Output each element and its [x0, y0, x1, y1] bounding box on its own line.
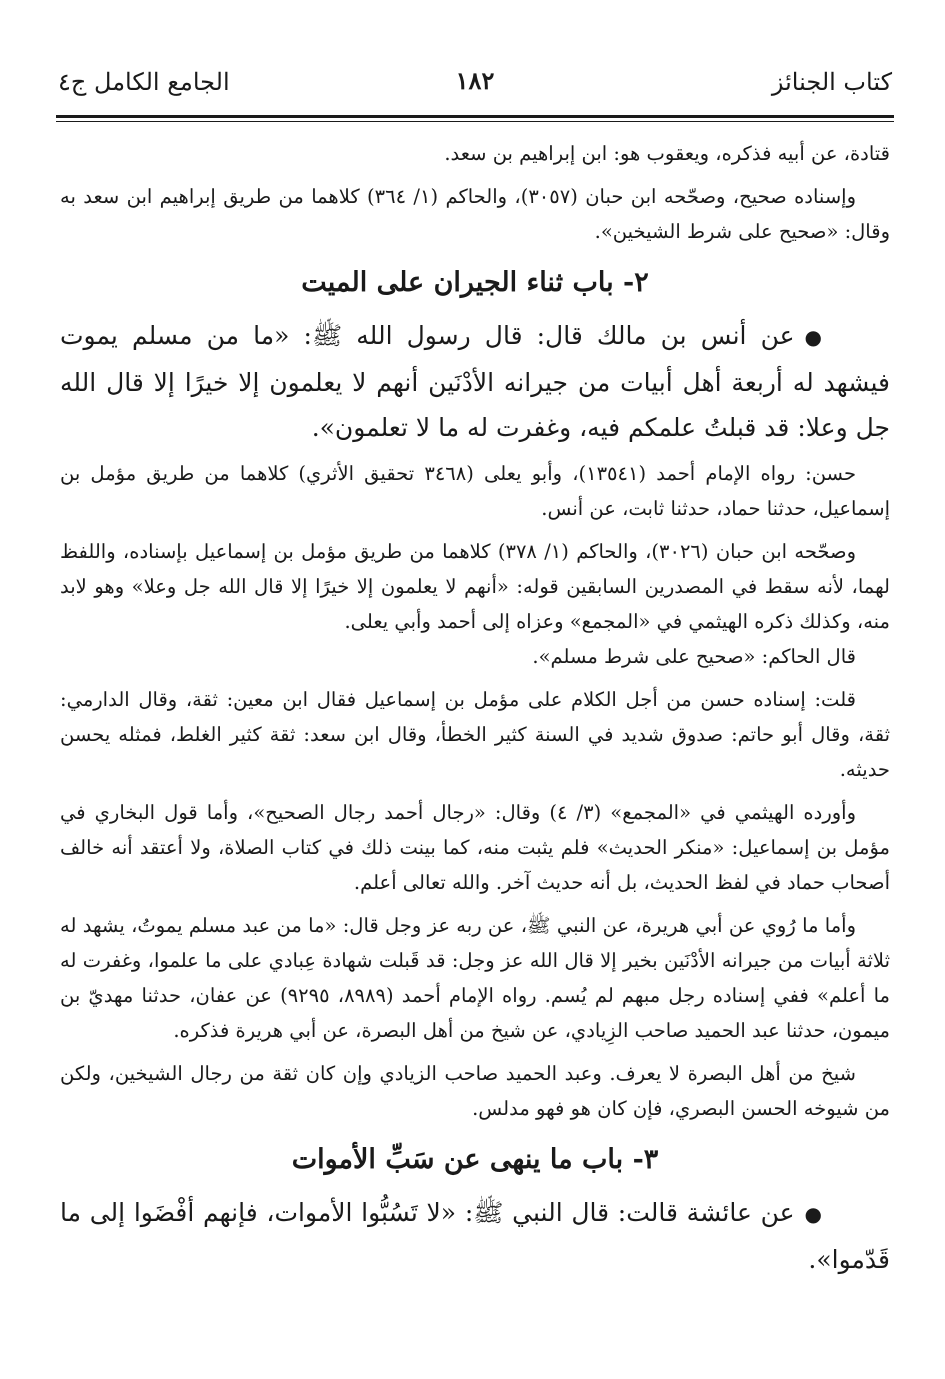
page-content — [60, 136, 890, 1288]
takhrij-paragraph-7: شيخ من أهل البصرة لا يعرف. وعبد الحميد صاحب الزيادي وإن كان ثقة من رجال الشيخين، ولكن من شيوخه الحسن البصري، فإن كان هو فهو مدلس. — [60, 1062, 890, 1120]
takhrij-paragraph-1: حسن: رواه الإمام أحمد (١٣٥٤١)، وأبو يعلى (٣٤٦٨ تحقيق الأثري) كلاهما من طريق مؤمل بن إسماعيل، حدثنا حماد، حدثنا ثابت، عن أنس. — [60, 462, 890, 520]
bullet-icon: ● — [804, 325, 822, 349]
takhrij-paragraph-5: وأورده الهيثمي في «المجمع» (٣/ ٤) وقال: «رجال أحمد رجال الصحيح»، وأما قول البخاري في مؤمل بن إسماعيل: «منكر الحديث» فلم يثبت منه، كما بينت ذلك في كتاب الصلاة، ولا أعتقد أنه خالف أصحاب حماد في لفظ الحديث، بل أنه حديث آخر. والله تعالى أعلم. — [60, 801, 890, 894]
hadith-text-3 — [60, 1190, 890, 1282]
footnote-paragraph-2: وإسناده صحيح، وصحّحه ابن حبان (٣٠٥٧)، والحاكم (١/ ٣٦٤) كلاهما من طريق إبراهيم ابن سعد به وقال: «صحيح على شرط الشيخين». — [60, 185, 890, 243]
bullet-icon: ● — [804, 1202, 822, 1226]
takhrij-paragraph-2: وصحّحه ابن حبان (٣٠٢٦)، والحاكم (١/ ٣٧٨) كلاهما من طريق مؤمل بن إسماعيل بإسناده، واللفظ لهما، لأنه سقط في المصدرين السابقين قوله: «أنهم لا يعلمون إلا خيرًا إلا قال الله جل وعلا» وهو لابد منه، وكذلك ذكره الهيثمي في «المجمع» وعزاه إلى أحمد وأبي يعلى. — [60, 540, 890, 633]
footnote-paragraph-1: قتادة، عن أبيه فذكره، ويعقوب هو: ابن إبراهيم بن سعد. — [444, 142, 890, 165]
header-rule-thick — [56, 115, 894, 118]
page-number: ١٨٢ — [455, 66, 495, 95]
hadith-body-3: عن عائشة قالت: قال النبي ﷺ: «لا تَسُبُّوا الأموات، فإنهم أفْضَوا إلى ما قَدّموا». — [60, 1198, 890, 1274]
hadith-text-2 — [60, 313, 890, 450]
takhrij-paragraph-6: وأما ما رُوي عن أبي هريرة، عن النبي ﷺ، عن ربه عز وجل قال: «ما من عبد مسلم يموتُ، يشهد له ثلاثة أبيات من جيرانه الأدْنَين بخير إلا قال الله عز وجل: قد قَبلت شهادة عِبادي على ما علموا، وغفرت له ما أعلم» ففي إسناده رجل مبهم لم يُسم. رواه الإمام أحمد (٨٩٨٩، ٩٢٩٥) عن عفان، حدثنا مهديّ بن ميمون، حدثنا عبد الحميد صاحب الزِيادي، عن شيخ من أهل البصرة، عن أبي هريرة فذكره. — [60, 914, 890, 1042]
takhrij-paragraph-3: قال الحاكم: «صحيح على شرط مسلم». — [532, 645, 856, 668]
takhrij-paragraph-4: قلت: إسناده حسن من أجل الكلام على مؤمل بن إسماعيل فقال ابن معين: ثقة، وقال الدارمي: ثقة، وقال أبو حاتم: صدوق شديد في السنة كثير الخطأ، وقال ابن سعد: ثقة كثير الغلط، فمثله يحسن حديثه. — [60, 688, 890, 781]
chapter-heading-2: ٢- باب ثناء الجيران على الميت — [301, 267, 649, 298]
running-head-work-title: الجامع الكامل ج٤ — [58, 68, 230, 96]
page-header — [58, 62, 892, 102]
hadith-body-2: عن أنس بن مالك قال: قال رسول الله ﷺ: «ما من مسلم يموت فيشهد له أربعة أهل أبيات من جيرانه الأدْنَين أنهم لا يعلمون إلا خيرًا إلا قال الله جل وعلا: قد قبلتُ علمكم فيه، وغفرت له ما لا تعلمون». — [60, 321, 890, 442]
chapter-heading-3: ٣- باب ما ينهى عن سَبِّ الأموات — [291, 1144, 659, 1175]
header-rule-thin — [56, 121, 894, 122]
running-head-book-title: كتاب الجنائز — [771, 68, 892, 96]
